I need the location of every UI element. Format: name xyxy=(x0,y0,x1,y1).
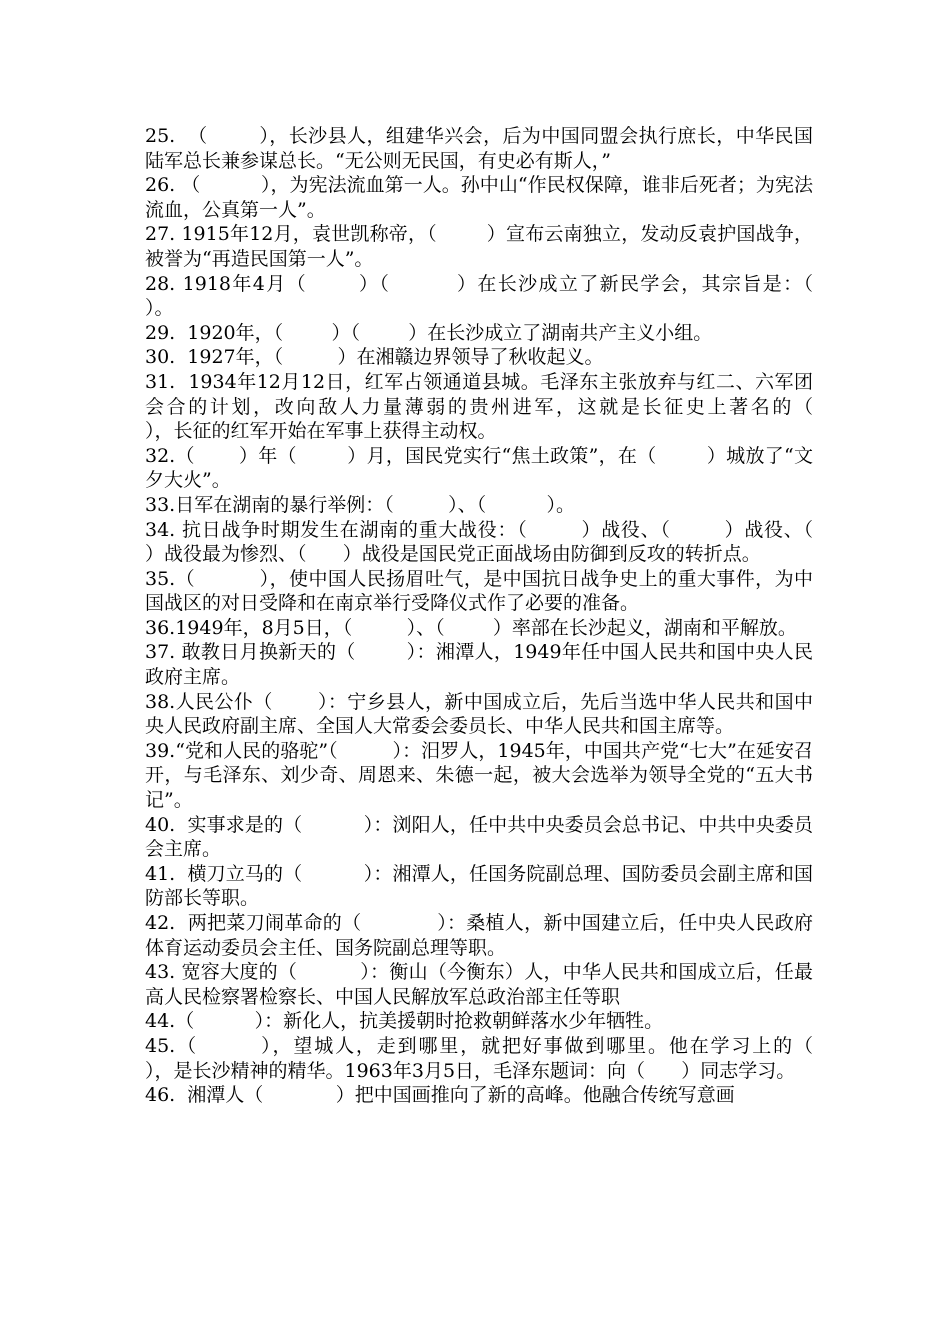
question-44: 44.（ ）：新化人，抗美援朝时抢救朝鲜落水少年牺牲。 xyxy=(145,1010,664,1033)
question-38: 38.人民公仆（ ）：宁乡县人，新中国成立后，先后当选中华人民共和国中央人民政府副主席、全国人大常委会委员长、中华人民共和国主席等。 xyxy=(145,690,813,738)
question-25: 25. （ ），长沙县人，组建华兴会，后为中国同盟会执行庶长，中华民国陆军总长兼参谋总长。“无公则无民国，有史必有斯人，” xyxy=(145,125,813,172)
question-28: 28. 1918年4月（ ）（ ）在长沙成立了新民学会，其宗旨是：（ ）。 xyxy=(145,272,922,320)
question-39: 39.“党和人民的骆驼”（ ）：汨罗人，1945年，中国共产党“七大”在延安召开，与毛泽东、刘少奇、周恩来、朱德一起，被大会选举为领导全党的“五大书记”。 xyxy=(145,739,813,812)
question-40: 40. 实事求是的（ ）：浏阳人，任中共中央委员会总书记、中共中央委员会主席。 xyxy=(145,813,813,861)
question-31: 31. 1934年12月12日，红军占领通道县城。毛泽东主张放弃与红二、六军团会合的计划，改向敌人力量薄弱的贵州进军，这就是长征史上著名的（ ），长征的红军开始在军事上获得主动权。 xyxy=(145,370,874,443)
question-41: 41. 横刀立马的（ ）：湘潭人，任国务院副总理、国防委员会副主席和国防部长等职。 xyxy=(145,862,813,910)
question-27: 27. 1915年12月，袁世凯称帝，（ ）宣布云南独立，发动反袁护国战争，被誉为“再造民国第一人”。 xyxy=(145,223,813,270)
question-42: 42. 两把菜刀闹革命的（ ）：桑植人，新中国建立后，任中央人民政府体育运动委员会主任、国务院副总理等职。 xyxy=(145,912,813,959)
question-34: 34. 抗日战争时期发生在湖南的重大战役：（ ）战役、（ ）战役、（ ）战役最为惨烈、（ ）战役是国民党正面战场由防御到反攻的转折点。 xyxy=(145,518,850,566)
question-29: 29. 1920年，（ ）（ ）在长沙成立了湖南共产主义小组。 xyxy=(145,321,713,344)
question-35: 35.（ ），使中国人民扬眉吐气，是中国抗日战争史上的重大事件，为中国战区的对日受降和在南京举行受降仪式作了必要的准备。 xyxy=(145,567,813,615)
question-37: 37. 敢教日月换新天的（ ）：湘潭人，1949年任中国人民共和国中央人民政府主席。 xyxy=(145,641,813,689)
document-body xyxy=(145,124,922,1108)
question-43: 43. 宽容大度的（ ）：衡山（今衡东）人，中华人民共和国成立后，任最高人民检察署检察长、中国人民解放军总政治部主任等职 xyxy=(145,961,813,1008)
question-46: 46. 湘潭人（ ）把中国画推向了新的高峰。他融合传统写意画 xyxy=(145,1084,735,1107)
question-32: 32.（ ）年（ ）月，国民党实行“焦土政策”，在（ ）城放了“文夕大火”。 xyxy=(145,444,813,492)
question-30: 30. 1927年，（ ）在湘赣边界领导了秋收起义。 xyxy=(145,346,604,369)
question-26: 26. （ ），为宪法流血第一人。孙中山“作民权保障，谁非后死者；为宪法流血，公真第一人”。 xyxy=(145,174,813,221)
question-36: 36.1949年，8月5日，（ ）、（ ）率部在长沙起义，湖南和平解放。 xyxy=(145,616,797,639)
question-45: 45.（ ），望城人，走到哪里，就把好事做到哪里。他在学习上的（ ），是长沙精神的精华。1963年3月5日，毛泽东题词：向（ ）同志学习。 xyxy=(145,1034,862,1082)
question-33: 33.日军在湖南的暴行举例：（ ）、（ ）。 xyxy=(145,493,575,516)
